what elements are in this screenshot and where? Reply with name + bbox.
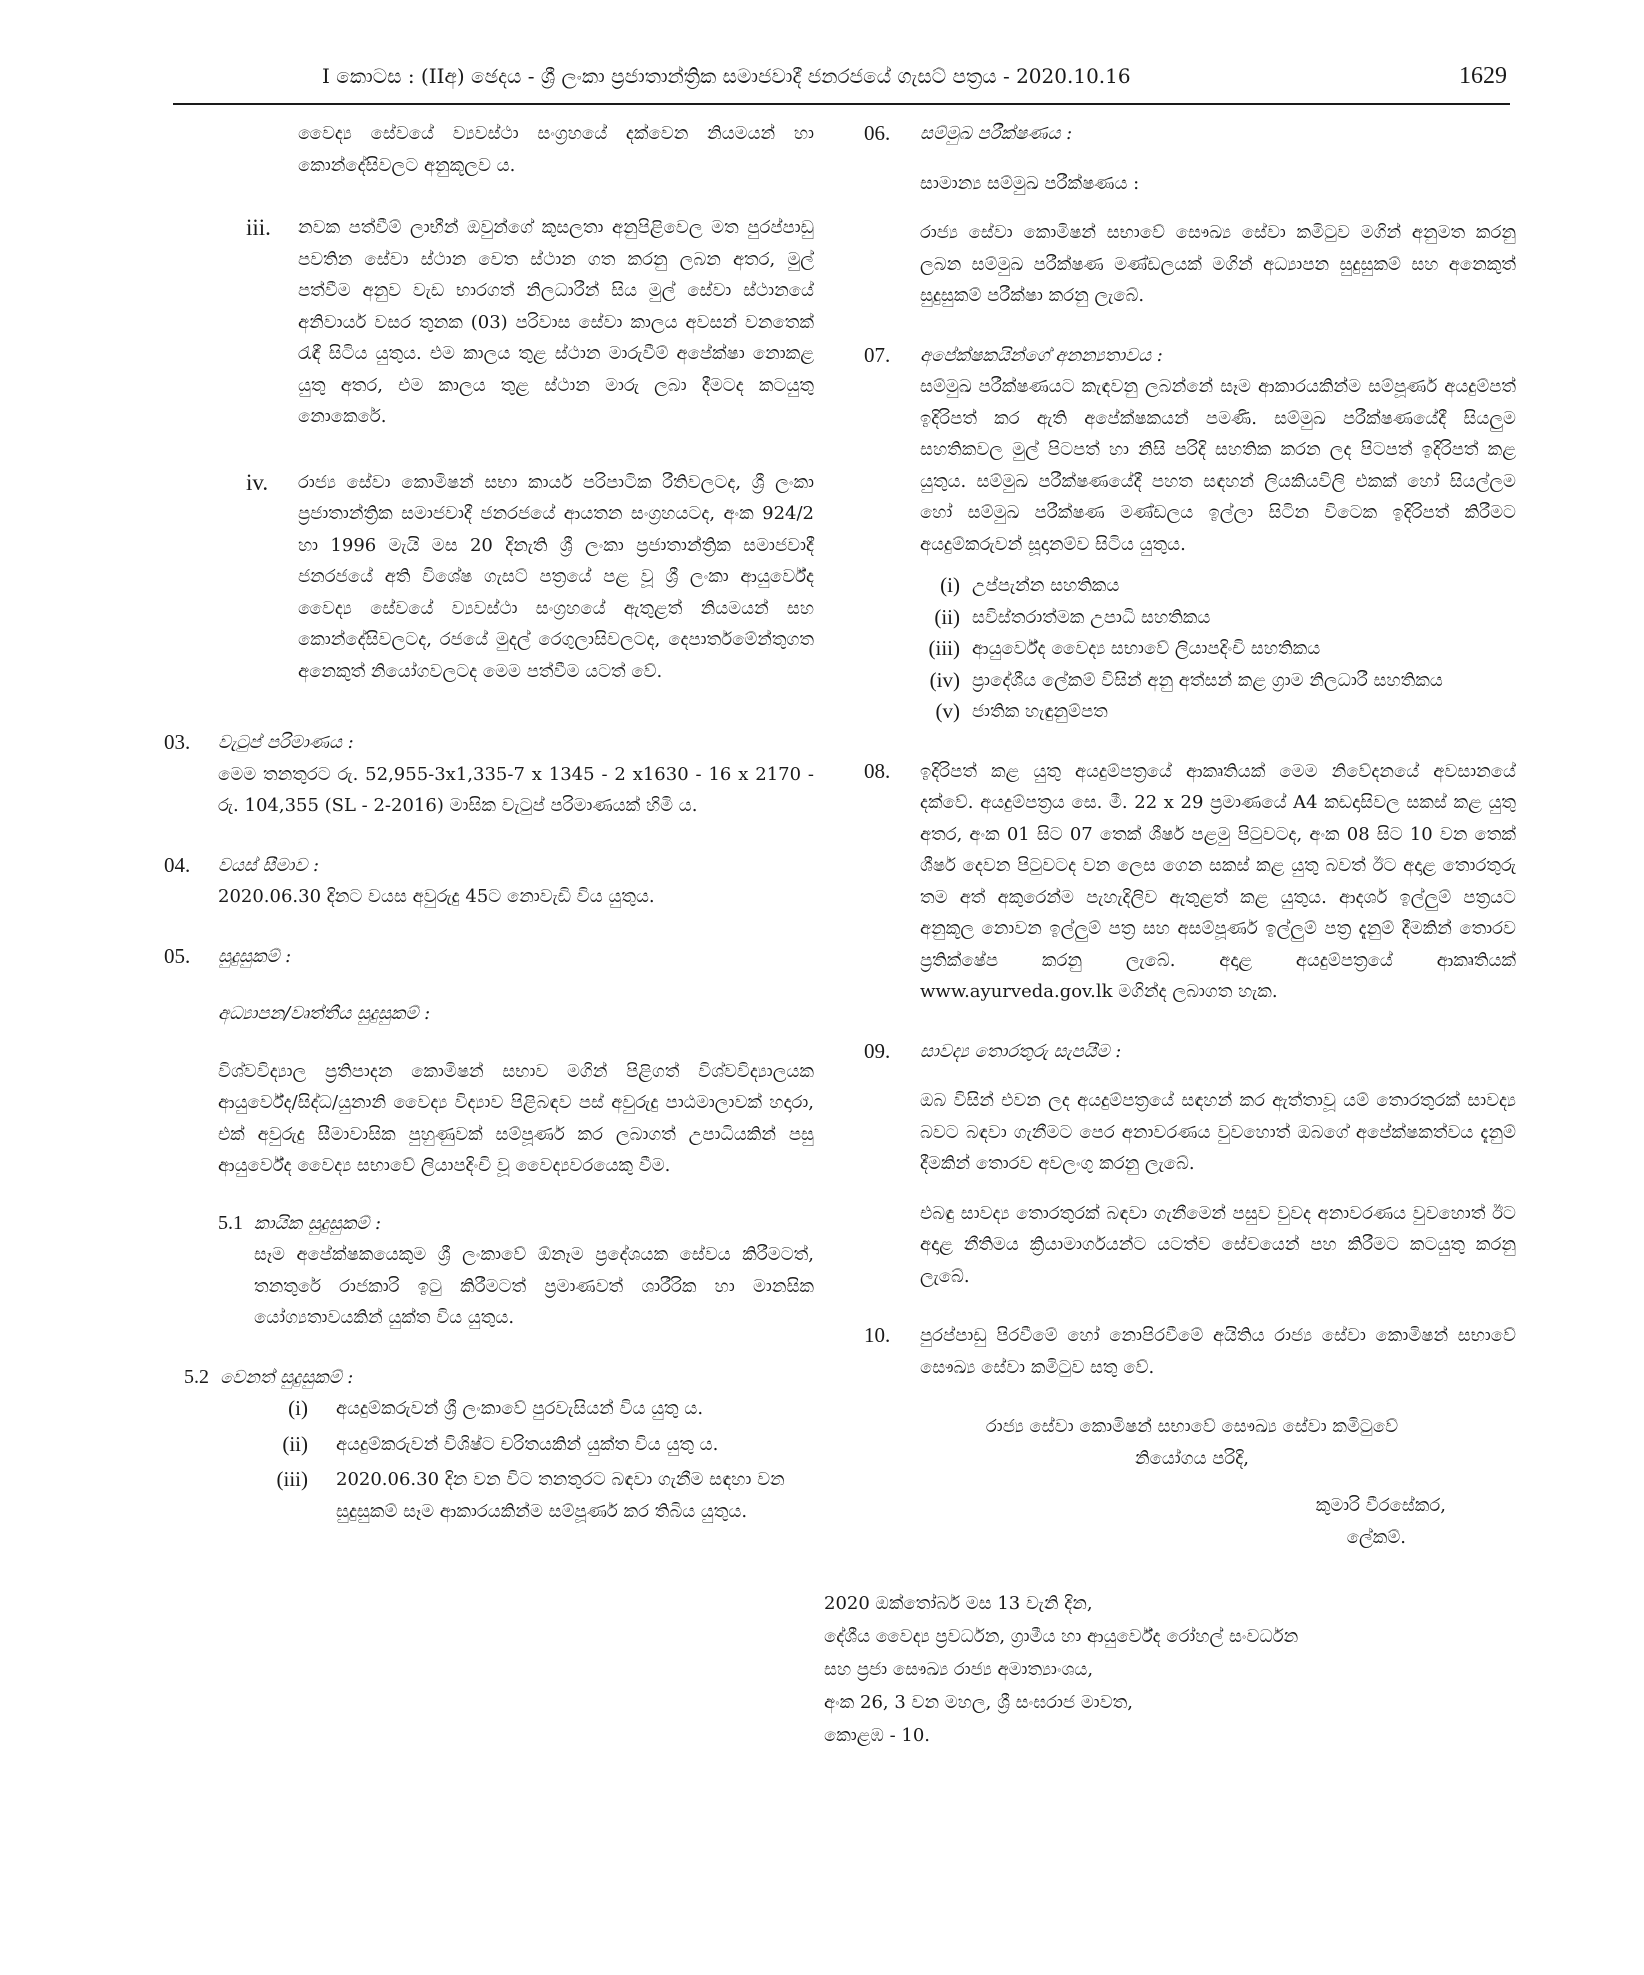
section-text: ඉදිරිපත් කළ යුතු අයදුම්පත්‍රයේ ආකෘතියක් මෙම නිවේදනයේ අවසානයේ දක්වේ. අයදුම්පත්‍රය සෙ. මී. 22 x 29 ප්‍රමාණයේ A4 කඩදාසිවල සකස් කළ යුතු අතර, අංක 01 සිට 07 තෙක් ශීර්ෂ පළමු පිටුවටද, අංක 08 සිට 10 වන තෙක් ශීර්ෂ දෙවන පිටුවටද වන ලෙස ගෙන සකස් කළ යුතු බවත් ඊට අදාළ තොරතුරු තම අත් අකුරෙන්ම පැහැදිලිව ඇතුළත් කළ යුතුය. ආදර්ශ ඉල්ලුම් පත්‍රයට අනුකූල නොවන ඉල්ලුම් පත්‍ර සහ අසම්පූර්ණ ඉල්ලුම් පත්‍ර දැනුම් දීමකින් තොරව ප්‍රතික්ෂේප කරනු ලැබේ. අදාළ අයදුම්පත්‍රයේ ආකෘතියක් www.ayurveda.gov.lk මගින්ද ලබාගත හැක.: [920, 760, 1516, 1002]
subsection-5-1: [184, 1208, 814, 1334]
address-line: දේශීය වෛද්‍ය ප්‍රවර්ධන, ග්‍රාමීය හා ආයුර්වේද රෝහල් සංවර්ධන: [824, 1626, 1299, 1647]
subsection-heading: වෙනත් සුදුසුකම් :: [220, 1366, 354, 1388]
section-paragraph-2: එබඳු සාවද්‍ය තොරතුරක් බඳවා ගැනීමෙන් පසුව වුවද අනාවරණය වුවහොත් ඊට අදාළ නීතිමය ක්‍රියාමාර්ගයන්ට යටත්ව සේවයෙන් පහ කිරීමට කටයුතු කරනු ලැබේ.: [920, 1202, 1516, 1287]
section-04: [164, 850, 814, 913]
issuing-address: [824, 1587, 1516, 1752]
list-number: (ii): [282, 1431, 308, 1456]
documents-list: [920, 570, 1516, 728]
section-text: සම්මුඛ පරීක්ෂණයට කැඳවනු ලබන්නේ සෑම ආකාරයකින්ම සම්පූර්ණ අයදුම්පත් ඉදිරිපත් කර ඇති අපේක්ෂකයන් පමණි. සම්මුඛ පරීක්ෂණයේදී සියලුම සහතිකවල මුල් පිටපත් හා නිසි පරිදි සහතික කරන ලද පිටපත් ඉදිරිපත් කළ යුතුය. සම්මුඛ පරීක්ෂණයේදී පහත සඳහන් ලියකියවිලි එකක් හෝ සියල්ලම හෝ සම්මුඛ පරීක්ෂණ මණ්ඩලය ඉල්ලා සිටින විටෙක ඉදිරිපත් කිරීමට අයදුම්කරුවන් සූදානම්ව සිටිය යුතුය.: [920, 376, 1516, 555]
right-column: [824, 118, 1516, 1752]
list-number: (ii): [934, 604, 960, 629]
roman-number: iii.: [246, 215, 271, 240]
section-06: [864, 118, 1516, 312]
list-item: [256, 1393, 814, 1425]
address-line: සහ ප්‍රජා සෞඛ්‍ය රාජ්‍ය අමාත්‍යාංශය,: [824, 1659, 1094, 1680]
sub-heading: සාමාන්‍ය සම්මුඛ පරීක්ෂණය :: [920, 172, 1140, 194]
list-item: [920, 602, 1516, 634]
header-title: I කොටස : (IIඅ) ඡෙදය - ශ්‍රී ලංකා ප්‍රජාතාන්ත්‍රික සමාජවාදී ජනරජයේ ගැසට් පත්‍රය - 2020.10.16: [322, 64, 1131, 88]
roman-number: iv.: [246, 469, 269, 495]
section-08: [864, 756, 1516, 1008]
section-10: [864, 1320, 1516, 1383]
subsection-text: සෑම අපේක්ෂකයෙකුම ශ්‍රී ලංකාවේ ඕනෑම ප්‍රදේශයක සේවය කිරීමටත්, තනතුරේ රාජකාරි ඉටු කිරීමටත් ප්‍රමාණවත් ශාරීරික හා මානසික යෝග්‍යතාවයකින් යුක්ත විය යුතුය.: [254, 1244, 814, 1328]
section-text: පුරප්පාඩු පිරවීමේ හෝ නොපිරවීමේ අයිතිය රාජ්‍ය සේවා කොමිෂන් සභාවේ සෞඛ්‍ය සේවා කමිටුව සතු වේ.: [920, 1325, 1516, 1378]
section-number: 08.: [864, 758, 891, 783]
list-text: ජාතික හැඳුනුම්පත: [972, 701, 1108, 722]
roman-item-iv: [168, 467, 814, 688]
list-item: [256, 1464, 814, 1527]
page-number: 1629: [1459, 63, 1507, 89]
list-number: (i): [940, 573, 960, 597]
subsection-number: 5.2: [184, 1365, 209, 1388]
address-line: 2020 ඔක්තෝබර් මස 13 වැනි දින,: [824, 1593, 1093, 1614]
section-heading: සාවද්‍ය තොරතුරු සැපයීම :: [920, 1040, 1122, 1062]
section-heading: සුදුසුකම් :: [218, 945, 292, 967]
section-number: 04.: [164, 852, 191, 877]
header-rule: [173, 103, 1510, 105]
list-text: අයදුම්කරුවන් ශ්‍රී ලංකාවේ පුරවැසියන් විය යුතු ය.: [336, 1398, 704, 1419]
list-text: අයදුම්කරුවන් විශිෂ්ට චරිතයකින් යුක්ත විය යුතු ය.: [336, 1433, 719, 1455]
closing-authority-line: රාජ්‍ය සේවා කොමිෂන් සභාවේ සෞඛ්‍ය සේවා කමිටුවේ: [985, 1416, 1399, 1437]
signer-title: ලේකම්.: [1346, 1526, 1406, 1548]
section-number: 07.: [864, 342, 891, 367]
section-heading: වැටුප් පරිමාණය :: [218, 732, 354, 753]
section-text: මෙම තනතුරට රු. 52,955-3x1,335-7 x 1345 - 2 x1630 - 16 x 2170 - රු. 104,355 (SL - 2-2016) මාසික වැටුප් පරිමාණයක් හිමි ය.: [218, 763, 814, 816]
signer-name: කුමාරි වීරසේකර,: [1315, 1495, 1446, 1516]
roman-item-iii: [168, 212, 814, 433]
subsection-5-2: [184, 1362, 814, 1528]
address-line: අංක 26, 3 වන මහල, ශ්‍රී සංඝරාජ මාවත,: [824, 1692, 1133, 1713]
section-number: 05.: [164, 943, 191, 968]
section-07: [864, 340, 1516, 728]
page-header: [222, 58, 1507, 94]
list-number: (iv): [929, 667, 960, 692]
section-number: 03.: [164, 730, 191, 754]
section-number: 10.: [864, 1323, 891, 1347]
section-text: විශ්වවිද්‍යාල ප්‍රතිපාදන කොමිෂන් සභාව මගින් පිළිගත් විශ්වවිද්‍යාලයක ආයුර්වේද/සිද්ධ/යුනානි වෛද්‍ය විද්‍යාව පිළිබඳව පස් අවුරුදු පාඨමාලාවක් හදාරා, එක් අවුරුදු සීමාවාසික පුහුණුවක් සම්පූර්ණ කර ලබාගත් උපාධියකින් පසු ආයුර්වේද වෛද්‍ය සභාවේ ලියාපදිංචි වූ වෛද්‍යවරයෙකු වීම.: [218, 1060, 814, 1176]
section-text: රාජ්‍ය සේවා කොමිෂන් සභාවේ සෞඛ්‍ය සේවා කමිටුව මගින් අනුමත කරනු ලබන සම්මුඛ පරීක්ෂණ මණ්ඩලයක් මගින් අධ්‍යාපන සුදුසුකම් සහ අනෙකුත් සුදුසුකම් පරීක්ෂා කරනු ලැබේ.: [920, 222, 1516, 306]
list-number: (v): [935, 699, 960, 723]
sub-heading: අධ්‍යාපන/වෘත්තීය සුදුසුකම් :: [218, 1003, 431, 1024]
list-text: සවිස්තරාත්මක උපාධි සහතිකය: [972, 606, 1211, 628]
closing-order-line: නියෝගය පරිදි,: [1134, 1447, 1250, 1469]
section-number: 09.: [864, 1038, 891, 1063]
section-text: 2020.06.30 දිනට වයස අවුරුදු 45ට නොවැඩි විය යුතුය.: [218, 886, 655, 907]
list-number: (iii): [276, 1467, 308, 1491]
roman-text: නවක පත්වීම් ලාභීන් ඔවුන්ගේ කුසලතා අනුපිළිවෙල මත පුරප්පාඩු පවතින සේවා ස්ථාන වෙත ස්ථාන ගත කරනු ලබන අතර, මුල් පත්වීම අනුව වැඩ භාරගත් නිලධාරීන් සිය මුල් සේවා ස්ථානයේ අනිවාර්ය වසර තුනක (03) පරිවාස සේවා කාලය අවසන් වනතෙක් රැඳී සිටිය යුතුය. එම කාලය තුළ ස්ථාන මාරුවීම් අපේක්ෂා නොකළ යුතු අතර, එම කාලය තුළ ස්ථාන මාරු ලබා දීමටද කටයුතු නොකෙරේ.: [298, 217, 814, 427]
section-paragraph-1: ඔබ විසින් එවන ලද අයදුම්පත්‍රයේ සඳහන් කර ඇත්තාවූ යම් තොරතුරක් සාවද්‍ය බවට බඳවා ගැනීමට පෙර අනාවරණය වුවහොත් ඔබගේ අපේක්ෂකත්වය දැනුම් දීමකින් තොරව අවලංගු කරනු ලැබේ.: [920, 1090, 1516, 1174]
left-column: [164, 118, 814, 1555]
list-item: [920, 633, 1516, 665]
address-line: කොළඹ - 10.: [824, 1725, 931, 1746]
list-item: [920, 665, 1516, 697]
list-text: ප්‍රාදේශීය ලේකම් විසින් අනු අත්සන් කළ ග්‍රාම නිලධාරී සහතිකය: [972, 669, 1443, 691]
list-item: [256, 1429, 814, 1461]
section-09: [864, 1036, 1516, 1293]
list-number: (i): [288, 1396, 308, 1420]
other-qualifications-list: [220, 1393, 814, 1527]
list-text: ආයුර්වේද වෛද්‍ය සභාවේ ලියාපදිංචි සහතිකය: [972, 638, 1321, 659]
section-number: 06.: [864, 121, 891, 145]
section-heading: සම්මුඛ පරීක්ෂණය :: [920, 123, 1073, 144]
roman-text: රාජ්‍ය සේවා කොමිෂන් සභා කාර්ය පරිපාටික රීතිවලටද, ශ්‍රී ලංකා ප්‍රජාතාන්ත්‍රික සමාජවාදී ජනරජයේ ආයතන සංග්‍රහයටද, අංක 924/2 හා 1996 මැයි මස 20 දිනැති ශ්‍රී ලංකා ප්‍රජාතාන්ත්‍රික සමාජවාදී ජනරජයේ අති විශේෂ ගැසට් පත්‍රයේ පළ වූ ශ්‍රී ලංකා ආයුර්වේද වෛද්‍ය සේවයේ ව්‍යවස්ථා සංග්‍රහයේ ඇතුළත් නියමයන් සහ කොන්දේසිවලටද, රජයේ මුදල් රෙගුලාසිවලටද, දෙපාර්තමේන්තුගත අනෙකුත් නියෝගවලටද මෙම පත්වීම යටත් වේ.: [298, 471, 814, 682]
section-heading: අපේක්ෂකයින්ගේ අනන්‍යතාවය :: [920, 344, 1163, 366]
section-05: [164, 941, 814, 1528]
list-item: [920, 696, 1516, 728]
subsection-number: 5.1: [218, 1211, 243, 1234]
section-heading: වයස් සීමාව :: [218, 854, 320, 876]
list-text: උප්පැන්න සහතිකය: [972, 575, 1120, 596]
subsection-heading: කායික සුදුසුකම් :: [254, 1212, 382, 1234]
list-item: [920, 570, 1516, 602]
list-number: (iii): [928, 636, 960, 660]
list-text: 2020.06.30 දින වන විට තනතුරට බඳවා ගැනීම සඳහා වන සුදුසුකම් සෑම ආකාරයකින්ම සම්පූර්ණ කර තිබිය යුතුය.: [336, 1469, 785, 1522]
intro-paragraph: වෛද්‍ය සේවයේ ව්‍යවස්ථා සංග්‍රහයේ දක්වෙන නියමයන් හා කොන්දේසිවලට අනුකූලව ය.: [298, 123, 814, 176]
section-03: [164, 727, 814, 822]
